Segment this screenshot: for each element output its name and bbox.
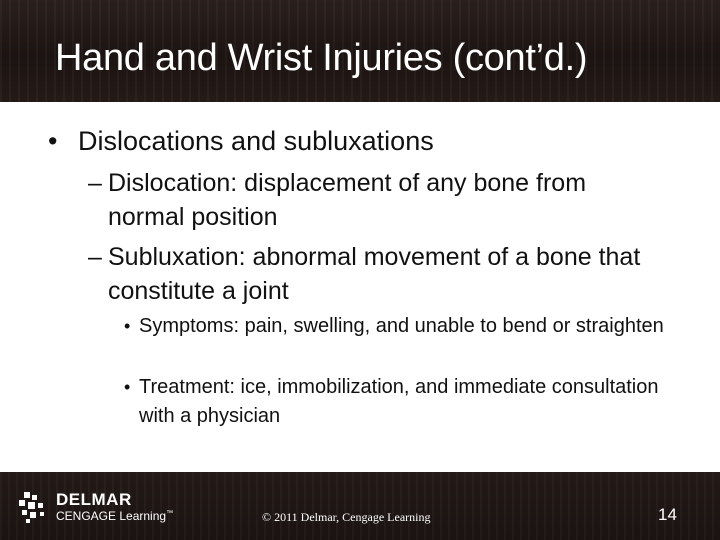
delmar-cengage-logo: [18, 490, 188, 530]
slide-content: [0, 102, 720, 472]
bullet-marker: •: [124, 377, 131, 397]
copyright-text: © 2011 Delmar, Cengage Learning: [262, 510, 431, 524]
bullet-marker: •: [124, 316, 131, 336]
subbullet-text: Dislocation: displacement of any bone from normal position: [108, 169, 587, 231]
dash-marker: –: [88, 243, 102, 271]
dash-marker: –: [88, 169, 102, 197]
subsubbullet-text: Treatment: ice, immobilization, and immediate consultation with a physician: [139, 376, 659, 427]
subsubbullet-text: Symptoms: pain, swelling, and unable to bend or straighten: [139, 315, 664, 337]
page-number: 14: [658, 505, 677, 524]
footer-bar: [0, 472, 720, 540]
slide-title: Hand and Wrist Injuries (cont’d.): [55, 37, 588, 79]
logo-text-cengage: CENGAGE Learning™: [56, 509, 174, 523]
bullet-marker: •: [48, 126, 58, 156]
logo-text-delmar: DELMAR: [56, 490, 132, 509]
cengage-logo-icon: [18, 492, 50, 524]
subbullet-text: Subluxation: abnormal movement of a bone that constitute a joint: [108, 243, 641, 305]
title-bar: [0, 0, 720, 102]
bullet-text: Dislocations and subluxations: [78, 126, 434, 156]
